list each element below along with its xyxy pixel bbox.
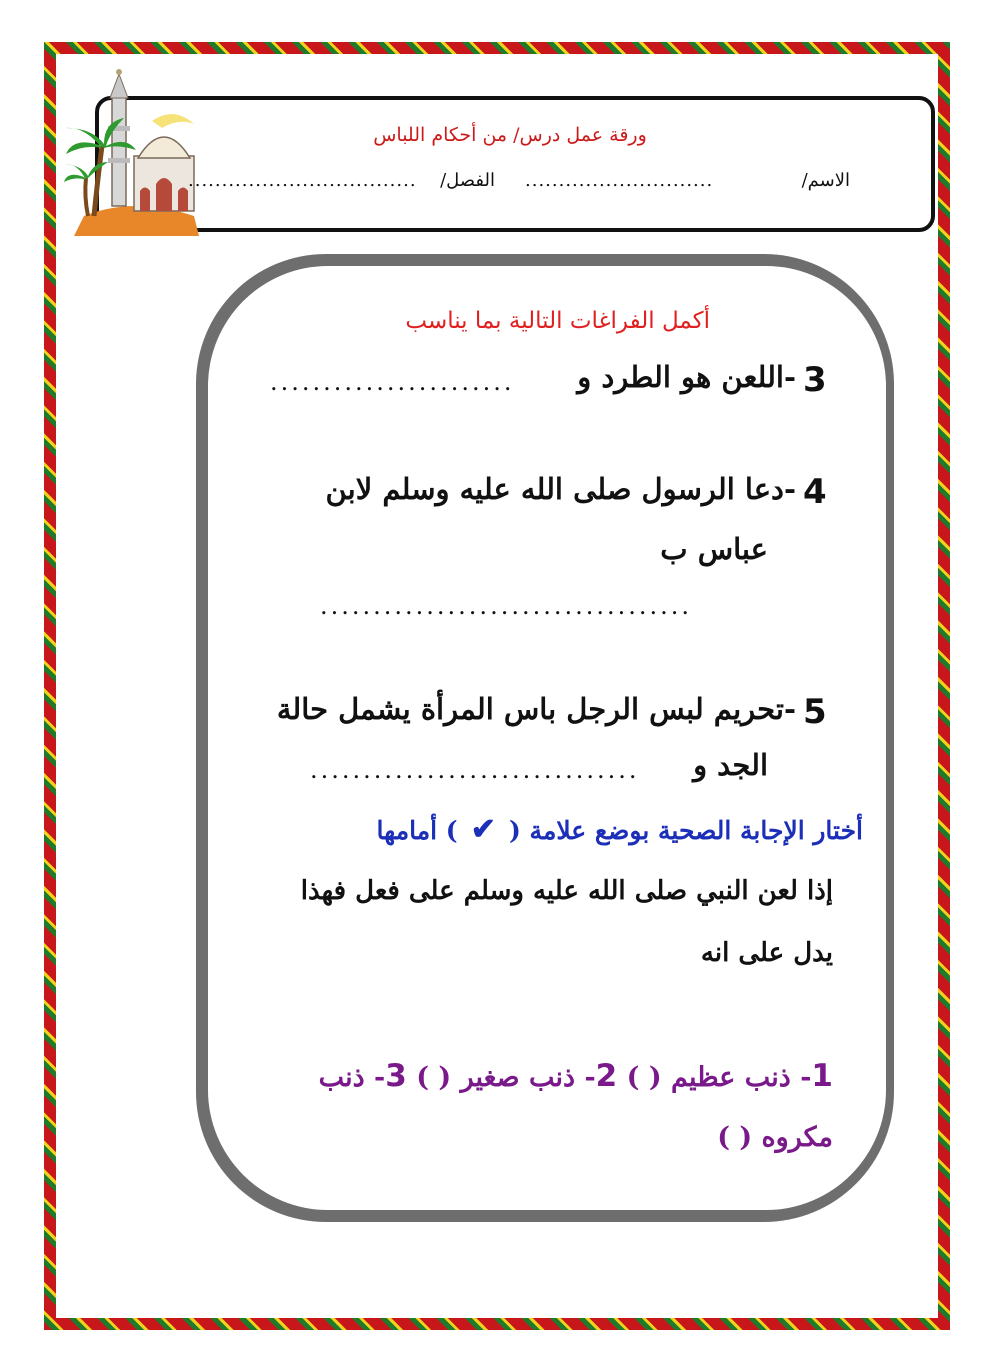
question-text: -دعا الرسول صلى الله عليه وسلم لابن [325, 472, 796, 506]
option-number: 1 [811, 1058, 833, 1094]
option-disliked-continued[interactable]: مكروه ( ) [717, 1122, 833, 1153]
fill-blanks-instruction: أكمل الفراغات التالية بما يناسب [405, 308, 710, 334]
question-number: 4 [803, 472, 827, 512]
class-field[interactable]: .................................. [188, 170, 417, 191]
header-box [95, 96, 935, 232]
check-icon: ✔ [470, 812, 496, 847]
mcq-options [255, 1058, 833, 1094]
question-text-continued: الجد و [693, 748, 768, 782]
multiple-choice-instruction: أختار الإجابة الصحية بوضع علامة ( ✔ ) أمامها [376, 812, 863, 847]
option-great-sin[interactable]: - ذنب عظيم ( ) [626, 1062, 812, 1093]
option-number: 2 [595, 1058, 618, 1094]
question-text: -تحريم لبس الرجل باس المرأة يشمل حالة [276, 692, 796, 726]
mosque-palm-icon [64, 66, 204, 236]
question-number: 5 [803, 692, 827, 732]
question-text: -اللعن هو الطرد و [577, 360, 796, 394]
answer-blank[interactable]: ............................... [310, 756, 640, 784]
question-text-continued: عباس ب [660, 532, 768, 566]
class-label: الفصل/ [440, 170, 495, 191]
option-disliked[interactable]: - ذنب [318, 1062, 386, 1093]
question-number: 3 [803, 360, 827, 400]
answer-blank[interactable]: ....................... [270, 368, 515, 396]
option-minor-sin[interactable]: - ذنب صغير ( ) [416, 1062, 596, 1093]
mcq-question-continued: يدل على انه [700, 938, 833, 968]
name-label: الاسم/ [801, 170, 850, 191]
worksheet-title: ورقة عمل درس/ من أحكام اللباس [373, 124, 647, 146]
answer-blank[interactable]: ................................... [320, 592, 693, 620]
name-field[interactable]: ............................ [525, 170, 714, 191]
option-number: 3 [385, 1058, 407, 1094]
mcq-question: إذا لعن النبي صلى الله عليه وسلم على فعل فهذا [300, 876, 833, 906]
